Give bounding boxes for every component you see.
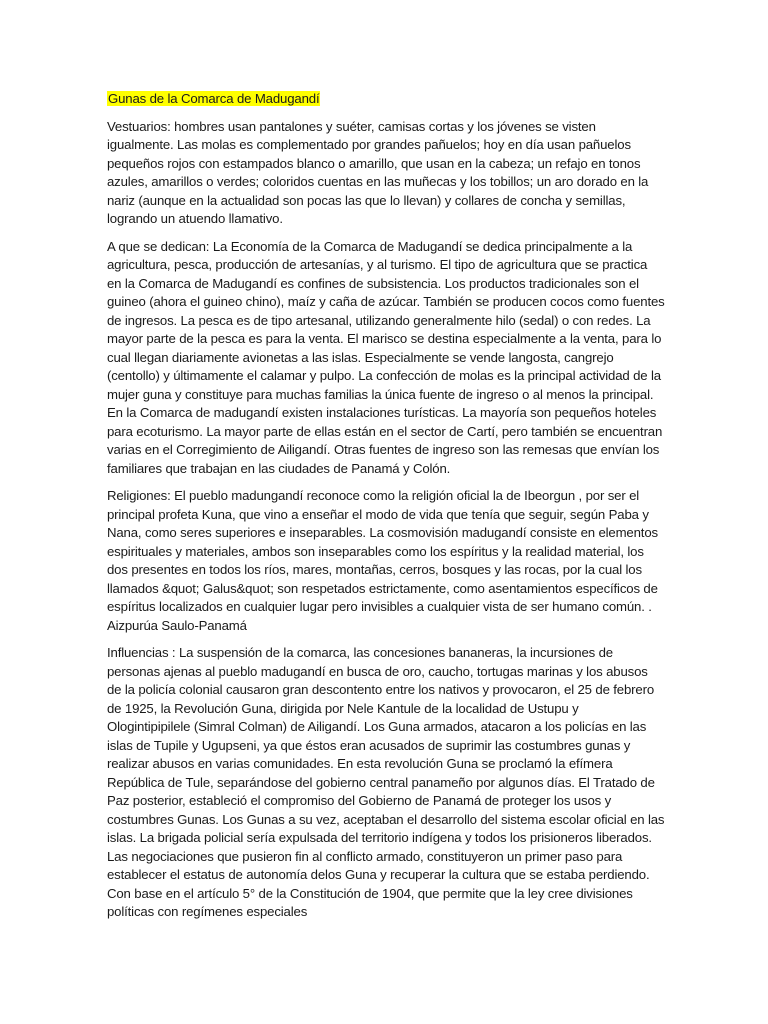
paragraph-vestuarios: Vestuarios: hombres usan pantalones y suéter, camisas cortas y los jóvenes se visten igualmente. Las molas es complementado por grandes pañuelos; hoy en día usan pañuelos pequeños rojos con estampados blanco o amarillo, que usan en la cabeza; un refajo en tonos azules, amarillos o verdes; coloridos cuentas en las muñecas y los tobillos; un aro dorado en la nariz (aunque en la actualidad son pocas las que lo llevan) y collares de concha y semillas, logrando un atuendo llamativo. xyxy=(107,118,649,226)
title-line xyxy=(107,90,665,109)
paragraph-religiones: Religiones: El pueblo madungandí reconoce como la religión oficial la de Ibeorgun , por ser el principal profeta Kuna, que vino a enseñar el modo de vida que tenía que seguir, según Paba y Nana, como seres superiores e inseparables. La cosmovisión madugandí consiste en elementos espirituales y materiales, ambos son inseparables como los espíritus y la realidad material, los dos presentes en todos los ríos, mares, montañas, cerros, bosques y las rocas, por la cual los llamados &quot; Galus&quot; son respetados estrictamente, como asentamientos específicos de espíritus localizados en cualquier lugar pero invisibles a cualquier vista de ser humano común. . Aizpurúa Saulo-Panamá xyxy=(107,488,658,633)
document-body xyxy=(107,90,665,931)
paragraph-a-que-se-dedican: A que se dedican: La Economía de la Comarca de Madugandí se dedica principalmente a la agricultura, pesca, producción de artesanías, y al turismo. El tipo de agricultura que se practica en la Comarca de Madugandí es confines de subsistencia. Los productos tradicionales son el guineo (ahora el guineo chino), maíz y caña de azúcar. También se producen cocos como fuentes de ingresos. La pesca es de tipo artesanal, utilizando generalmente hilo (sedal) o con redes. La mayor parte de la pesca es para la venta. El marisco se destina especialmente a la venta, para lo cual llegan diariamente avionetas a las islas. Especialmente se vende langosta, cangrejo (centollo) y últimamente el calamar y pulpo. La confección de molas es la principal actividad de la mujer guna y constituye para muchas familias la única fuente de ingreso o al menos la principal. En la Comarca de madugandí existen instalaciones turísticas. La mayoría son pequeños hoteles para ecoturismo. La mayor parte de ellas están en el sector de Cartí, pero también se encuentran varias en el Corregimiento de Ailigandí. Otras fuentes de ingreso son las remesas que envían los familiares que trabajan en las ciudades de Panamá y Colón. xyxy=(107,238,665,476)
document-title: Gunas de la Comarca de Madugandí xyxy=(108,91,320,106)
paragraph-influencias: Influencias : La suspensión de la comarca, las concesiones bananeras, la incursiones de personas ajenas al pueblo madugandí en busca de oro, caucho, tortugas marinas y los abusos de la policía colonial causaron gran descontento entre los nativos y provocaron, el 25 de febrero de 1925, la Revolución Guna, dirigida por Nele Kantule de la localidad de Ustupu y Ologintipipilele (Simral Colman) de Ailigandí. Los Guna armados, atacaron a los policías en las islas de Tupile y Ugupseni, ya que éstos eran acusados de suprimir las costumbres gunas y realizar abusos en varias comunidades. En esta revolución Guna se proclamó la efímera República de Tule, separándose del gobierno central panameño por algunos días. El Tratado de Paz posterior, estableció el compromiso del Gobierno de Panamá de proteger los usos y costumbres Gunas. Los Gunas a su vez, aceptaban el desarrollo del sistema escolar oficial en las islas. La brigada policial sería expulsada del territorio indígena y todos los prisioneros liberados. Las negociaciones que pusieron fin al conflicto armado, constituyeron un primer paso para establecer el estatus de autonomía delos Guna y recuperar la cultura que se estaba perdiendo. Con base en el artículo 5° de la Constitución de 1904, que permite que la ley cree divisiones políticas con regímenes especiales xyxy=(107,645,665,919)
